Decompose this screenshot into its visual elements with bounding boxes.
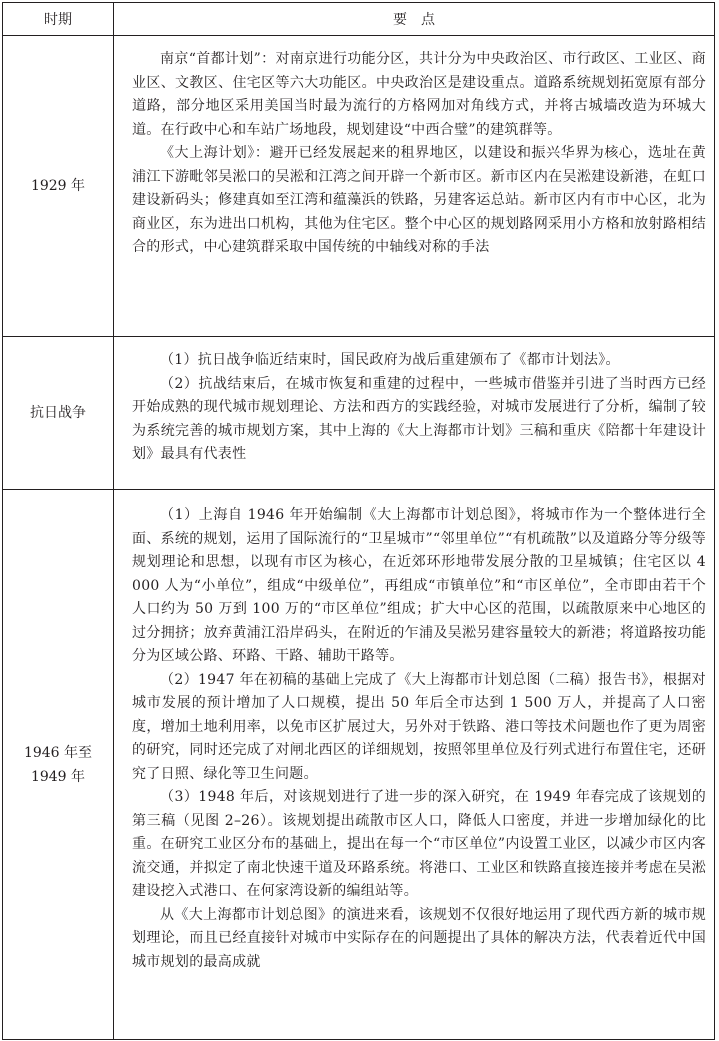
period-cell: 1929 年 — [3, 36, 114, 337]
table-row — [3, 490, 715, 1040]
paragraph: （2）抗战结束后，在城市恢复和重建的过程中，一些城市借鉴并引进了当时西方已经开始成熟的现代城市规划理论、方法和西方的实践经验，对城市发展进行了分析，编制了较为系统完善的城市规划方案，其中上海的《大上海都市计划》三稿和重庆《陪都十年建设计划》最具有代表性 — [132, 375, 706, 462]
period-line: 1946 年至 — [23, 744, 93, 761]
paragraph: 南京“首都计划”：对南京进行功能分区，共计分为中央政治区、市行政区、工业区、商业区、文教区、住宅区等六大功能区。中央政治区是建设重点。道路系统规划拓宽原有部分道路，部分地区采用美国当时最为流行的方格网加对角线方式，并将古城墙改造为环城大道。在行政中心和车站广场地段，规划建设“中西合璧”的建筑群等。 — [132, 51, 706, 138]
paragraph: （2）1947 年在初稿的基础上完成了《大上海都市计划总图（二稿）报告书》，根据对城市发展的预计增加了人口规模，提出 50 年后全市达到 1 500 万人，并提高了人口密度，增加土地利用率，以免市区扩展过大，另外对于铁路、港口等技术问题也作了更为周密的研究，同时还完成了对闸北西区的详细规划，按照邻里单位及行列式进行布置住宅，还研究了日照、绿化等卫生问题。 — [132, 671, 706, 782]
history-table — [2, 2, 715, 1040]
points-cell — [114, 490, 715, 1040]
points-cell — [114, 36, 715, 337]
period-cell — [3, 490, 114, 1040]
period-line: 1949 年 — [30, 768, 86, 785]
header-period: 时期 — [3, 3, 114, 36]
paragraph: （1）抗日战争临近结束时，国民政府为战后重建颁布了《都市计划法》。 — [160, 352, 620, 368]
paragraph: 从《大上海都市计划总图》的演进来看，该规划不仅很好地运用了现代西方新的城市规划理论，而且已经直接针对城市中实际存在的问题提出了具体的解决方法，代表着近代中国城市规划的最高成就 — [132, 906, 706, 970]
paragraph: （1）上海自 1946 年开始编制《大上海都市计划总图》，将城市作为一个整体进行全面、系统的规划，运用了国际流行的“卫星城市”“邻里单位”“有机疏散”以及道路分等分级等规划理论和思想，以现有市区为核心，在近郊环形地带发展分散的卫星城镇；住宅区以 4 000 人为“小单位”，组成“中级单位”，再组成“市镇单位”和“市区单位”，全市即由若干个人口约为 50 万到 100 万的“市区单位”组成；扩大中心区的范围，以疏散原来中心地区的过分拥挤；放弃黄浦江沿岸码头，在附近的乍浦及吴淞另建容量较大的新港；将道路按功能分为区域公路、环路、干路、辅助干路等。 — [132, 507, 706, 664]
paragraph: （3）1948 年后，对该规划进行了进一步的深入研究，在 1949 年春完成了该规划的第三稿（见图 2–26）。该规划提出疏散市区人口，降低人口密度，并进一步增加绿化的比重。在研究工业区分布的基础上，提出在每一个“市区单位”内设置工业区，以减少市区内客流交通，并拟定了南北快速干道及环路系统。将港口、工业区和铁路直接连接并考虑在吴淞建设挖入式港口、在何家湾设新的编组站等。 — [132, 789, 706, 899]
header-points: 要点 — [114, 3, 715, 36]
table-row — [3, 337, 715, 490]
points-cell — [114, 337, 715, 490]
paragraph: 《大上海计划》：避开已经发展起来的租界地区，以建设和振兴华界为核心，选址在黄浦江下游毗邻吴淞口的吴淞和江湾之间开辟一个新市区。新市区内在吴淞建设新港，在虹口建设新码头；修建真如至江湾和蕴藻浜的铁路，另建客运总站。新市区内有市中心区，北为商业区，东为进出口机构，其他为住宅区。整个中心区的规划路网采用小方格和放射路相结合的形式，中心建筑群采取中国传统的中轴线对称的手法 — [132, 145, 706, 255]
period-cell: 抗日战争 — [3, 337, 114, 490]
table-row — [3, 36, 715, 337]
table-header-row — [3, 3, 715, 36]
